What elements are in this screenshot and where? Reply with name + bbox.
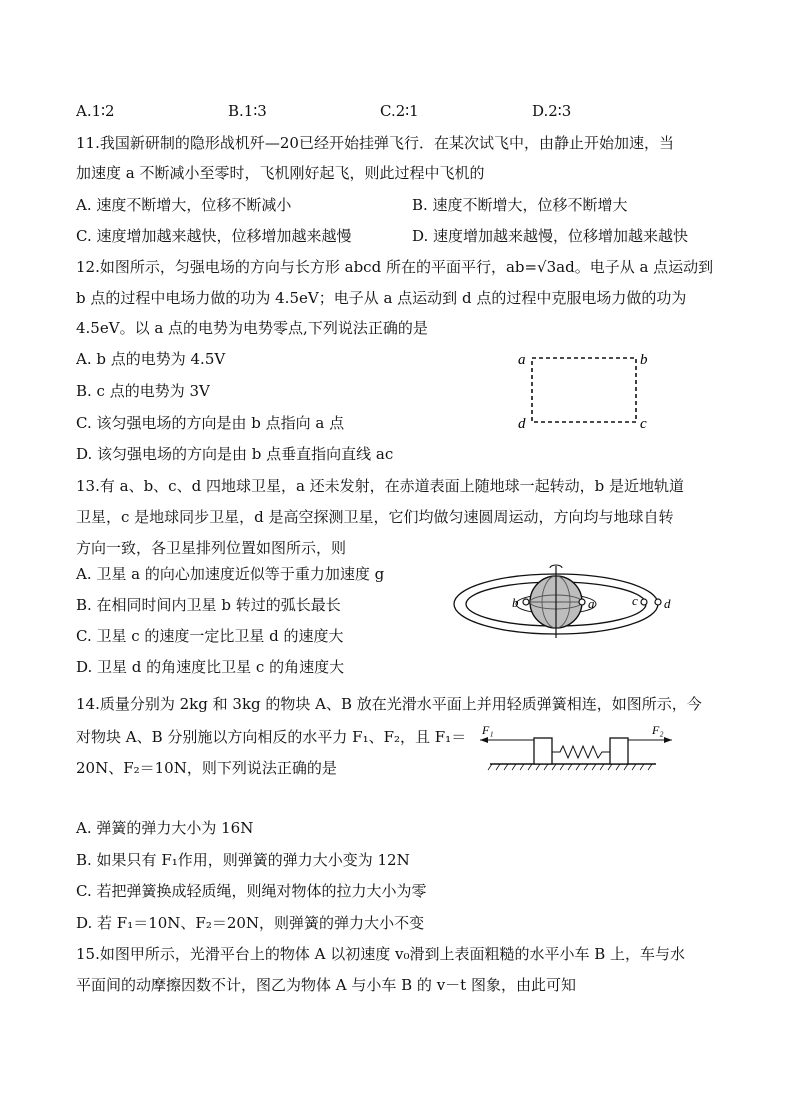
q10-option-d: D.2∶3 (532, 102, 572, 120)
q11-stem-line-2: 加速度 a 不断减小至零时，飞机刚好起飞，则此过程中飞机的 (76, 164, 485, 182)
q14-stem-line-2: 对物块 A、B 分别施以方向相反的水平力 F₁、F₂，且 F₁＝ (76, 728, 467, 746)
q15-stem-line-2: 平面间的动摩擦因数不计，图乙为物体 A 与小车 B 的 v－t 图象，由此可知 (76, 976, 576, 994)
block-a (534, 738, 552, 764)
q12-stem-line-1: 12.如图所示，匀强电场的方向与长方形 abcd 所在的平面平行，ab=√3ad。电子从 a 点运动到 (76, 258, 714, 276)
q13-stem-line-1: 13.有 a、b、c、d 四地球卫星，a 还未发射，在赤道表面上随地球一起转动，b 是近地轨道 (76, 477, 685, 495)
q12-option-c: C. 该匀强电场的方向是由 b 点指向 a 点 (76, 414, 345, 432)
rectangle-abcd (532, 358, 636, 422)
label-d: d (518, 416, 526, 432)
q13-option-c: C. 卫星 c 的速度一定比卫星 d 的速度大 (76, 627, 344, 645)
label-f2: F₂ (652, 723, 664, 737)
q14-option-c: C. 若把弹簧换成轻质绳，则绳对物体的拉力大小为零 (76, 882, 427, 900)
q12-stem-line-2: b 点的过程中电场力做的功为 4.5eV；电子从 a 点运动到 d 点的过程中克服电场力做的功为 (76, 289, 687, 307)
q13-option-a: A. 卫星 a 的向心加速度近似等于重力加速度 g (76, 565, 385, 583)
q14-spring-figure (476, 722, 690, 774)
label-b: b (512, 595, 519, 610)
label-a: a (518, 352, 526, 368)
q12-option-a: A. b 点的电势为 4.5V (76, 350, 226, 368)
q13-satellite-figure (448, 560, 692, 646)
q11-option-b: B. 速度不断增大，位移不断增大 (412, 196, 628, 214)
q14-option-b: B. 如果只有 F₁作用，则弹簧的弹力大小变为 12N (76, 851, 410, 869)
q15-stem-line-1: 15.如图甲所示，光滑平台上的物体 A 以初速度 v₀滑到上表面粗糙的水平小车 B 上，车与水 (76, 945, 686, 963)
q10-option-c: C.2∶1 (380, 102, 419, 120)
q14-stem-line-3: 20N、F₂＝10N，则下列说法正确的是 (76, 759, 337, 777)
label-c: c (640, 416, 647, 432)
q12-option-d: D. 该匀强电场的方向是由 b 点垂直指向直线 ac (76, 445, 394, 463)
q11-option-c: C. 速度增加越来越快，位移增加越来越慢 (76, 227, 352, 245)
satellite-c-dot (641, 599, 647, 605)
q14-option-d: D. 若 F₁＝10N、F₂＝20N，则弹簧的弹力大小不变 (76, 914, 425, 932)
q14-option-a: A. 弹簧的弹力大小为 16N (76, 819, 254, 837)
label-a: a (588, 596, 595, 611)
q11-option-d: D. 速度增加越来越慢，位移增加越来越快 (412, 227, 689, 245)
label-b: b (640, 352, 648, 368)
q12-stem-line-3: 4.5eV。以 a 点的电势为电势零点,下列说法正确的是 (76, 319, 428, 337)
block-b (610, 738, 628, 764)
label-d: d (664, 596, 671, 611)
q13-stem-line-2: 卫星，c 是地球同步卫星，d 是高空探测卫星，它们均做匀速圆周运动，方向均与地球自转 (76, 508, 674, 526)
q13-stem-line-3: 方向一致，各卫星排列位置如图所示，则 (76, 539, 347, 557)
q12-rectangle-figure (512, 346, 662, 432)
q10-option-b: B.1∶3 (228, 102, 267, 120)
satellite-d-dot (655, 599, 661, 605)
spring-icon (552, 746, 610, 758)
q11-stem-line-1: 11.我国新研制的隐形战机歼—20已经开始挂弹飞行．在某次试飞中，由静止开始加速，当 (76, 134, 674, 152)
label-f1: F₁ (482, 723, 494, 737)
label-c: c (632, 593, 638, 608)
q14-stem-line-1: 14.质量分别为 2kg 和 3kg 的物块 A、B 放在光滑水平面上并用轻质弹簧相连，如图所示，今 (76, 695, 702, 713)
q11-option-a: A. 速度不断增大，位移不断减小 (76, 196, 292, 214)
q13-option-d: D. 卫星 d 的角速度比卫星 c 的角速度大 (76, 658, 345, 676)
satellite-b-dot (523, 599, 529, 605)
q10-option-a: A.1∶2 (76, 102, 115, 120)
q13-option-b: B. 在相同时间内卫星 b 转过的弧长最长 (76, 596, 341, 614)
q12-option-b: B. c 点的电势为 3V (76, 382, 210, 400)
satellite-a-dot (579, 599, 585, 605)
